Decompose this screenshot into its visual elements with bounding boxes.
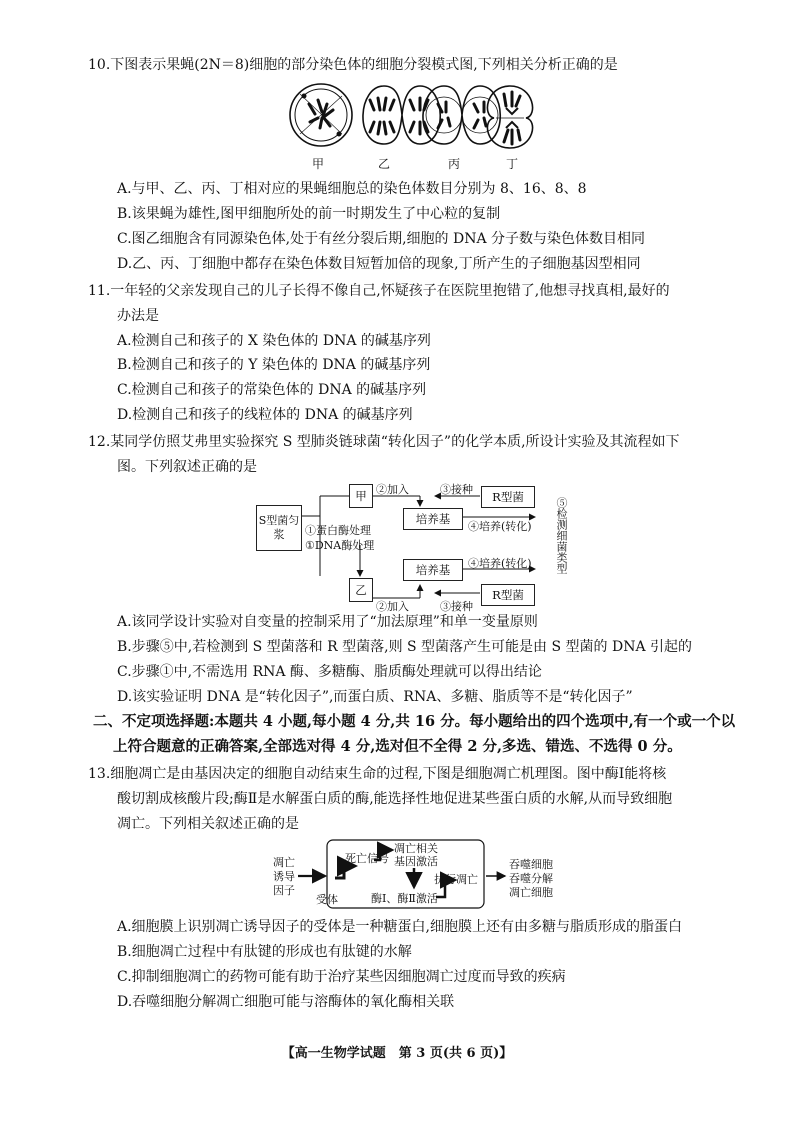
- q13-option-b: B.细胞凋亡过程中有肽键的形成也有肽键的水解: [117, 944, 412, 960]
- r-strain-box-top: R型菌: [481, 486, 535, 508]
- culture-label-bottom: ④培养(转化): [468, 557, 532, 570]
- protease-treatment-label: ①蛋白酶处理: [305, 524, 371, 537]
- q12-stem-cont: 图。下列叙述正确的是: [117, 459, 257, 475]
- add-label-top: ②加入: [376, 483, 409, 496]
- page-footer: 【高一生物学试题 第 3 页(共 6 页)】: [281, 1046, 513, 1061]
- death-signal-label: 死亡信号: [345, 852, 389, 865]
- q10-option-b: B.该果蝇为雄性,图甲细胞所处的前一时期发生了中心粒的复制: [117, 206, 501, 222]
- inducer-label-1: 凋亡: [273, 856, 295, 869]
- r-strain-box-bottom: R型菌: [481, 584, 535, 606]
- phagocyte-label-3: 凋亡细胞: [509, 886, 553, 899]
- q12-option-b: B.步骤⑤中,若检测到 S 型菌落和 R 型菌落,则 S 型菌落产生可能是由 S 型菌的 DNA 引起的: [117, 639, 693, 655]
- section2-heading: 二、不定项选择题:本题共 4 小题,每小题 4 分,共 16 分。每小题给出的四个选项中,有一个或一个以: [93, 713, 736, 730]
- inducer-label-3: 因子: [273, 884, 295, 897]
- q10-option-a: A.与甲、乙、丙、丁相对应的果蝇细胞总的染色体数目分别为 8、16、8、8: [117, 181, 587, 197]
- enzymes-activated-label: 酶Ⅰ、酶Ⅱ激活: [371, 892, 438, 905]
- q13-stem: 13.细胞凋亡是由基因决定的细胞自动结束生命的过程,下图是细胞凋亡机理图。图中酶Ⅰ能将核: [88, 766, 667, 782]
- detect-bacteria-label: ⑤检测细菌类型: [555, 497, 568, 574]
- execute-apoptosis-label: 执行凋亡: [434, 873, 478, 886]
- q12-stem: 12.某同学仿照艾弗里实验探究 S 型肺炎链球菌“转化因子”的化学本质,所设计实验及其流程如下: [88, 434, 680, 450]
- q11-option-b: B.检测自己和孩子的 Y 染色体的 DNA 的碱基序列: [117, 357, 431, 373]
- q12-option-d: D.该实验证明 DNA 是“转化因子”,而蛋白质、RNA、多糖、脂质等不是“转化因子”: [117, 689, 633, 705]
- q11-option-d: D.检测自己和孩子的线粒体的 DNA 的碱基序列: [117, 407, 413, 423]
- q12-option-c: C.步骤①中,不需选用 RNA 酶、多糖酶、脂质酶处理就可以得出结论: [117, 664, 542, 680]
- inoculate-label-bottom: ③接种: [440, 600, 473, 613]
- q13-option-a: A.细胞膜上识别凋亡诱导因子的受体是一种糖蛋白,细胞膜上还有由多糖与脂质形成的脂蛋白: [117, 919, 683, 935]
- gene-activation-label-2: 基因激活: [394, 855, 438, 868]
- q13-stem-cont1: 酸切割成核酸片段;酶Ⅱ是水解蛋白质的酶,能选择性地促进某些蛋白质的水解,从而导致细胞: [117, 791, 673, 807]
- section2-heading-cont: 上符合题意的正确答案,全部选对得 4 分,选对但不全得 2 分,多选、错选、不选得 0 分。: [113, 738, 682, 755]
- add-label-bottom: ②加入: [376, 600, 409, 613]
- inducer-label-2: 诱导: [273, 870, 295, 883]
- cell-label-yi: 乙: [377, 157, 390, 171]
- q10-stem: 10.下图表示果蝇(2N＝8)细胞的部分染色体的细胞分裂模式图,下列相关分析正确的是: [88, 57, 618, 73]
- q10-option-d: D.乙、丙、丁细胞中都存在染色体数目短暂加倍的现象,丁所产生的子细胞基因型相同: [117, 256, 641, 272]
- medium-box-top: 培养基: [403, 508, 463, 530]
- q10-option-c: C.图乙细胞含有同源染色体,处于有丝分裂后期,细胞的 DNA 分子数与染色体数目相同: [117, 231, 646, 247]
- medium-box-bottom: 培养基: [403, 559, 463, 581]
- phagocyte-label-2: 吞噬分解: [509, 872, 553, 885]
- gene-activation-label-1: 凋亡相关: [394, 842, 438, 855]
- q11-stem: 11.一年轻的父亲发现自己的儿子长得不像自己,怀疑孩子在医院里抱错了,他想寻找真相,最好的: [88, 283, 670, 299]
- tube-jia-box: 甲: [349, 484, 373, 508]
- q13-stem-cont2: 凋亡。下列相关叙述正确的是: [117, 816, 299, 832]
- q13-option-c: C.抑制细胞凋亡的药物可能有助于治疗某些因细胞凋亡过度而导致的疾病: [117, 969, 566, 985]
- phagocyte-label-1: 吞噬细胞: [509, 858, 553, 871]
- inoculate-label-top: ③接种: [440, 483, 473, 496]
- cell-label-bing: 丙: [447, 157, 460, 171]
- dnase-treatment-label: ①DNA酶处理: [305, 539, 375, 552]
- q12-option-a: A.该同学设计实验对自变量的控制采用了“加法原理”和单一变量原则: [117, 614, 538, 630]
- culture-label-top: ④培养(转化): [468, 520, 532, 533]
- cell-label-ding: 丁: [505, 157, 518, 171]
- s-strain-homogenate-box: S型菌匀浆: [256, 505, 302, 551]
- q11-stem-cont: 办法是: [117, 308, 159, 324]
- cell-label-jia: 甲: [311, 157, 324, 171]
- tube-yi-box: 乙: [349, 578, 373, 602]
- receptor-label: 受体: [316, 893, 338, 906]
- q13-option-d: D.吞噬细胞分解凋亡细胞可能与溶酶体的氧化酶相关联: [117, 994, 455, 1010]
- q11-option-a: A.检测自己和孩子的 X 染色体的 DNA 的碱基序列: [117, 333, 431, 349]
- q11-option-c: C.检测自己和孩子的常染色体的 DNA 的碱基序列: [117, 382, 427, 398]
